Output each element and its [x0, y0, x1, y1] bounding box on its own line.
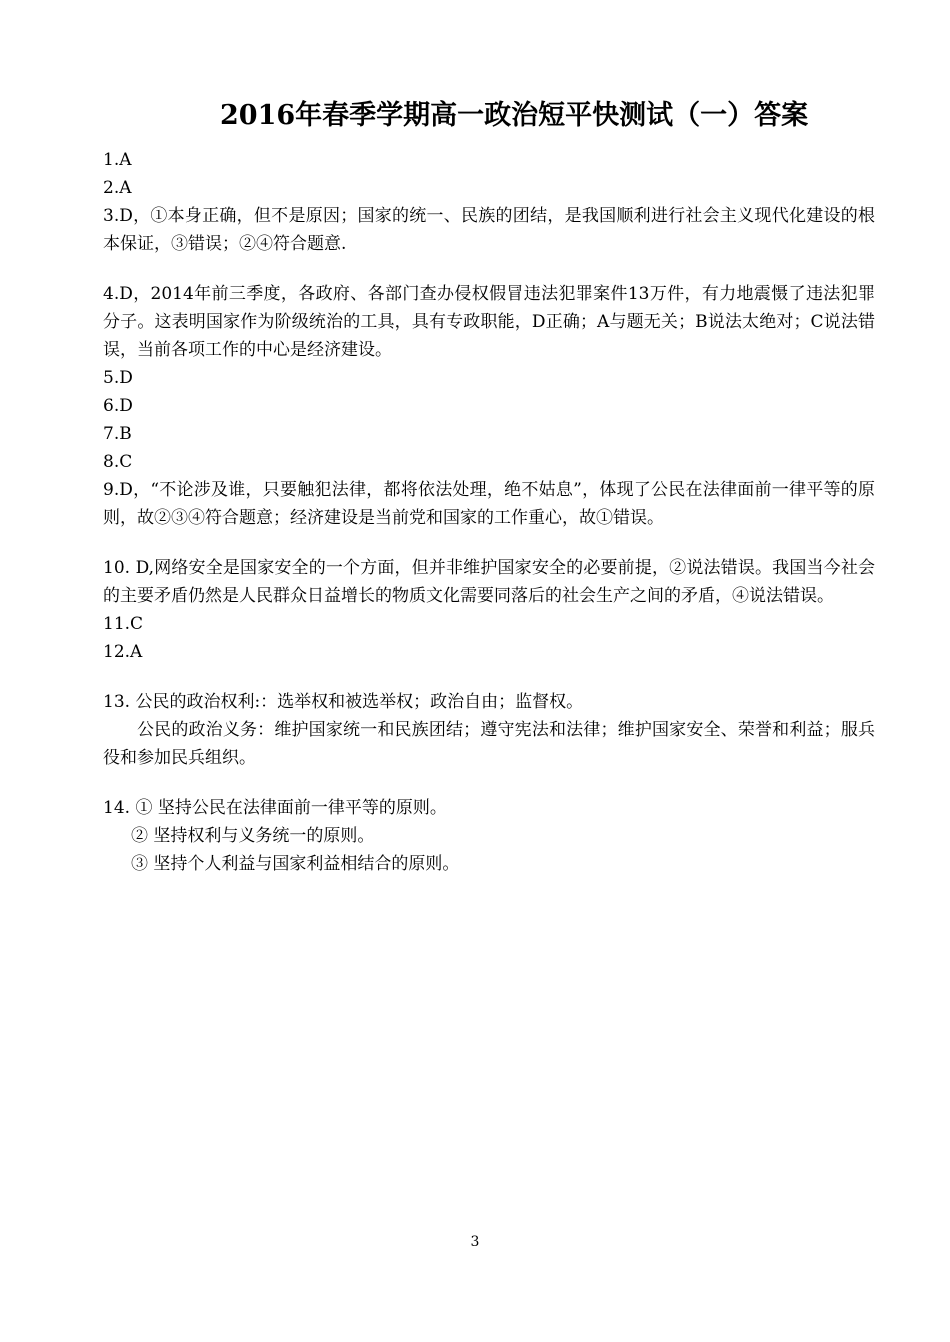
answer-13-rights: 13. 公民的政治权利:：选举权和被选举权；政治自由；监督权。 — [103, 692, 584, 712]
answer-list — [103, 146, 875, 878]
answer-8: 8.C — [103, 452, 133, 472]
answer-10: 10. D,网络安全是国家安全的一个方面，但并非维护国家安全的必要前提，②说法错误。我国当今社会的主要矛盾仍然是人民群众日益增长的物质文化需要同落后的社会生产之间的矛盾，④说法错误。 — [103, 558, 875, 606]
answer-9: 9.D，“不论涉及谁，只要触犯法律，都将依法处理，绝不姑息”，体现了公民在法律面前一律平等的原则，故②③④符合题意；经济建设是当前党和国家的工作重心，故①错误。 — [103, 480, 875, 528]
answer-2: 2.A — [103, 178, 132, 198]
spacer — [103, 772, 875, 794]
spacer — [103, 666, 875, 688]
answer-7: 7.B — [103, 424, 132, 444]
answer-3: 3.D，①本身正确，但不是原因；国家的统一、民族的团结，是我国顺利进行社会主义现代化建设的根本保证，③错误；②④符合题意. — [103, 206, 875, 254]
answer-1: 1.A — [103, 150, 132, 170]
page-number: 3 — [470, 1234, 480, 1250]
page-title: 2016年春季学期高一政治短平快测试（一）答案 — [220, 100, 809, 131]
answer-14-item-2: ② 坚持权利与义务统一的原则。 — [131, 826, 375, 846]
answer-11: 11.C — [103, 614, 144, 634]
answer-14-item-3: ③ 坚持个人利益与国家利益相结合的原则。 — [131, 854, 460, 874]
answer-5: 5.D — [103, 368, 133, 388]
answer-4: 4.D，2014年前三季度，各政府、各部门查办侵权假冒违法犯罪案件13万件，有力地震慑了违法犯罪分子。这表明国家作为阶级统治的工具，具有专政职能，D正确；A与题无关；B说法太绝对；C说法错误，当前各项工作的中心是经济建设。 — [103, 284, 875, 360]
answer-6: 6.D — [103, 396, 133, 416]
answer-14-item-1: 14. ① 坚持公民在法律面前一律平等的原则。 — [103, 798, 447, 818]
answer-12: 12.A — [103, 642, 143, 662]
spacer — [103, 258, 875, 280]
answer-13-duties: 公民的政治义务：维护国家统一和民族团结；遵守宪法和法律；维护国家安全、荣誉和利益；服兵役和参加民兵组织。 — [103, 720, 875, 768]
spacer — [103, 532, 875, 554]
